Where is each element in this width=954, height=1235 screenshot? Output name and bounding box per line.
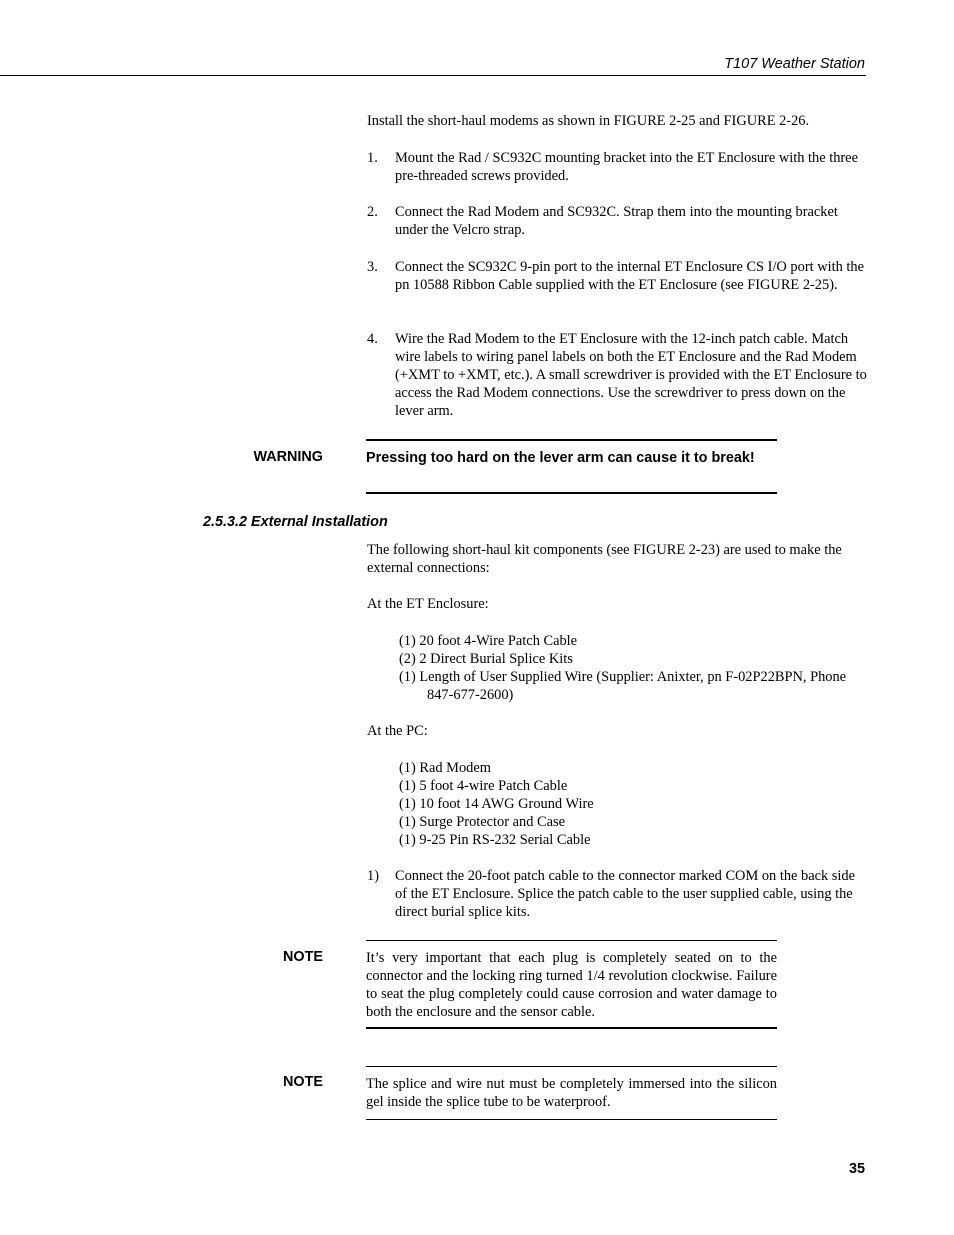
section-intro: The following short-haul kit components (see FIGURE 2-23) are used to make the external connections:: [367, 542, 842, 576]
page-number: 35: [848, 1161, 865, 1177]
step-text: Connect the SC932C 9-pin port to the internal ET Enclosure CS I/O port with the pn 10588 Ribbon Cable supplied with the ET Enclosure (see FIGURE 2-25).: [395, 259, 864, 293]
step-text: Connect the Rad Modem and SC932C. Strap them into the mounting bracket under the Velcro strap.: [395, 204, 838, 238]
pc-list: [399, 759, 869, 849]
note-1-box: [366, 949, 777, 1021]
external-step-1: [367, 867, 867, 921]
list-item: (1) Surge Protector and Case: [399, 814, 565, 830]
step-number: 3.: [367, 259, 378, 275]
et-enclosure-label: At the ET Enclosure:: [367, 596, 489, 612]
et-enclosure-list: [399, 632, 869, 704]
list-item: (1) 5 foot 4-wire Patch Cable: [399, 778, 568, 794]
step-1: [367, 149, 867, 185]
section-heading: 2.5.3.2 External Installation: [203, 514, 388, 530]
step-number: 1.: [367, 150, 378, 166]
step-number: 2.: [367, 204, 378, 220]
list-item: (1) 9-25 Pin RS-232 Serial Cable: [399, 832, 591, 848]
header-rule: [0, 75, 866, 76]
note-2-label: NOTE: [283, 1074, 323, 1090]
step-2: [367, 203, 867, 239]
step-3: [367, 258, 867, 294]
warning-text: Pressing too hard on the lever arm can cause it to break!: [366, 450, 755, 466]
warning-bottom-rule: [366, 492, 777, 494]
note-1-label: NOTE: [283, 949, 323, 965]
list-item: (1) Rad Modem: [399, 760, 491, 776]
note-2-box: [366, 1075, 777, 1111]
step-text: Wire the Rad Modem to the ET Enclosure with the 12-inch patch cable. Match wire labels to wiring panel labels on both the ET Enclosure and the Rad Modem (+XMT to +XMT, etc.). A small screwdriver is provided with the ET Enclosure to access the Rad Modem connections. Use the screwdriver to press down on the lever arm.: [395, 331, 867, 419]
note-1-bottom-rule: [366, 1027, 777, 1029]
note-2-top-rule: [366, 1066, 777, 1067]
intro-paragraph: Install the short-haul modems as shown in FIGURE 2-25 and FIGURE 2-26.: [367, 113, 810, 129]
step-4: [367, 330, 867, 420]
step-text: Connect the 20-foot patch cable to the connector marked COM on the back side of the ET Enclosure. Splice the patch cable to the user supplied cable, using the direct burial splice kits.: [395, 868, 855, 920]
warning-box: [366, 449, 777, 467]
page-header-title: T107 Weather Station: [724, 56, 865, 72]
pc-label: At the PC:: [367, 723, 428, 739]
list-item: (1) 20 foot 4-Wire Patch Cable: [399, 633, 578, 649]
note-1-text: It’s very important that each plug is completely seated on to the connector and the locking ring turned 1/4 revolution clockwise. Failure to seat the plug completely could cause corrosion and water damage to both the enclosure and the sensor cable.: [366, 950, 777, 1020]
note-2-bottom-rule: [366, 1119, 777, 1120]
note-2-text: The splice and wire nut must be completely immersed into the silicon gel inside the splice tube to be waterproof.: [366, 1076, 777, 1110]
list-item: (1) Length of User Supplied Wire (Supplier: Anixter, pn F-02P22BPN, Phone 847-677-2600): [399, 669, 847, 703]
step-number: 1): [367, 868, 379, 884]
step-text: Mount the Rad / SC932C mounting bracket into the ET Enclosure with the three pre-threaded screws provided.: [395, 150, 858, 184]
step-number: 4.: [367, 331, 378, 347]
note-1-top-rule: [366, 940, 777, 941]
list-item: (1) 10 foot 14 AWG Ground Wire: [399, 796, 594, 812]
warning-label: WARNING: [253, 449, 323, 465]
list-item: (2) 2 Direct Burial Splice Kits: [399, 651, 573, 667]
warning-top-rule: [366, 439, 777, 441]
